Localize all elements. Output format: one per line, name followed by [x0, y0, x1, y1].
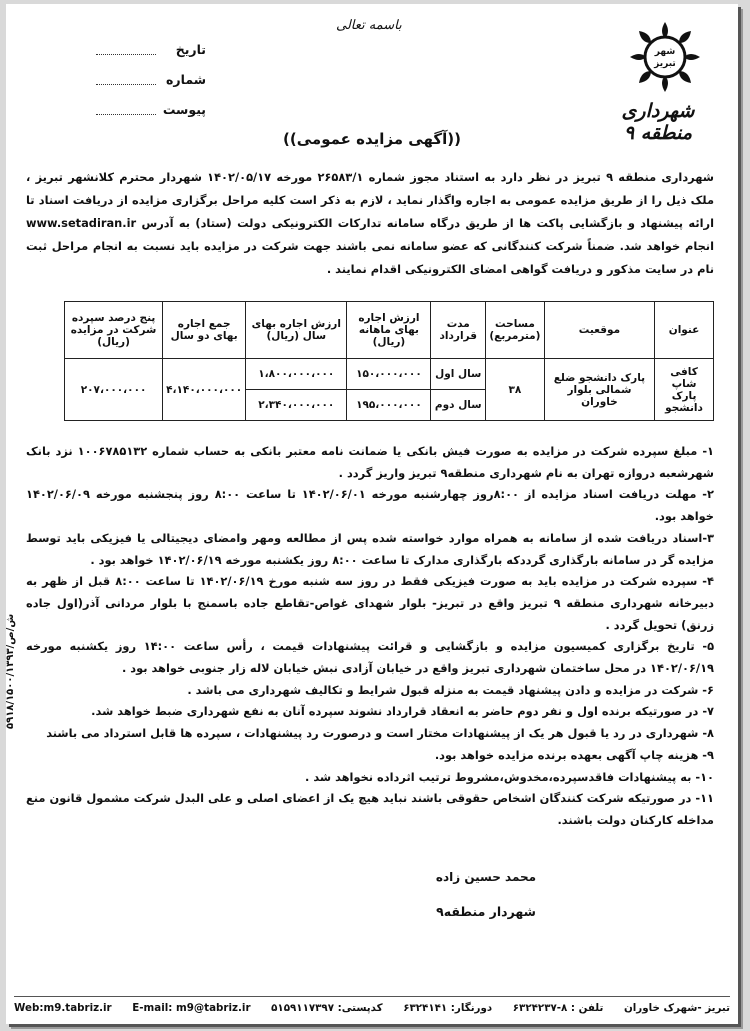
condition-item: ۷- در صورتیکه برنده اول و نفر دوم حاضر به انعقاد قرارداد نشوند سپرده آنان به نفع شهرداری ضبط خواهد شد. [91, 704, 714, 719]
cell-monthly: ۱۵۰،۰۰۰،۰۰۰ [347, 359, 431, 390]
footer-phone: تلفن : ۸-۶۳۲۴۲۳۷ [512, 1002, 604, 1014]
cell-two-year: ۴،۱۴۰،۰۰۰،۰۰۰ [163, 359, 246, 421]
condition-item: ۱۰- به پیشنهادات فاقدسپرده،مخدوش،مشروط ترتیب اثرداده نخواهد شد . [305, 769, 714, 784]
col-title: عنوان [655, 302, 714, 359]
cell-area: ۳۸ [486, 359, 545, 421]
signer-role: شهردار منطقه۹ [436, 904, 536, 919]
table-header-row [65, 302, 714, 359]
col-yearly: ارزش اجاره بهای سال (ریال) [246, 302, 347, 359]
footer-divider [14, 996, 730, 997]
cell-deposit: ۲۰۷،۰۰۰،۰۰۰ [65, 359, 163, 421]
signer-name: محمد حسین زاده [435, 870, 537, 884]
cell-location: پارک دانشجو ضلع شمالی بلوار خاوران [544, 359, 654, 421]
col-monthly: ارزش اجاره بهای ماهانه (ریال) [347, 302, 431, 359]
cell-title: کافی شاپ پارک دانشجو [655, 359, 714, 421]
col-deposit: پنج درصد سپرده شرکت در مزایده (ریال) [65, 302, 163, 359]
cell-monthly: ۱۹۵،۰۰۰،۰۰۰ [347, 390, 431, 421]
footer-address: تبریز -شهرک خاوران [623, 1002, 730, 1014]
bismillah-heading: باسمه تعالی [336, 18, 402, 33]
conditions-list [26, 441, 714, 832]
auction-table [64, 301, 714, 421]
condition-item: ۱۱- در صورتیکه شرکت کنندگان اشخاص حقوقی باشند نباید هیچ یک از اعضای اصلی و علی البدل شرکت مشمول قانون منع مداخله کارکنان دولت باشند. [26, 791, 714, 827]
attachment-field [96, 102, 206, 117]
footer-postal: کدپستی: ۵۱۵۹۱۱۷۳۹۷ [271, 1002, 383, 1014]
notice-title: ((آگهی مزایده عمومی)) [283, 130, 461, 148]
svg-text:شهر: شهر [654, 47, 676, 57]
number-label: شماره [166, 72, 206, 87]
attachment-label: پیوست [162, 102, 206, 117]
cell-yearly: ۱،۸۰۰،۰۰۰،۰۰۰ [246, 359, 347, 390]
condition-item: ۴- سپرده شرکت در مزایده باید به صورت فیزیکی فقط در روز سه شنبه مورخ ۱۴۰۲/۰۶/۱۹ تا ساعت ۸:۰۰ قبل از ظهر به دبیرخانه شهرداری منطقه ۹ تبریز واقع در تبریز- بلوار شهدای غواص-تقاطع جاده باسمنج با بلوار مردانی آذر(اول جاده زرنق) تحویل گردد . [26, 574, 714, 632]
col-period: مدت قرارداد [431, 302, 486, 359]
footer-web: Web:m9.tabriz.ir [14, 1002, 112, 1014]
svg-text:تبریز: تبریز [654, 59, 676, 69]
number-field [96, 72, 206, 87]
notice-page [6, 4, 738, 1024]
side-reference-code: ۵۹۱۸/ش/ص/۱۵۰۰/۱۳۹۳ [5, 613, 16, 729]
cell-period: سال دوم [431, 390, 486, 421]
condition-item: ۵- تاریخ برگزاری کمیسیون مزایده و بازگشایی و قرائت پیشنهادات قیمت ، رأس ساعت ۱۴:۰۰ روز یکشنبه مورخه ۱۴۰۲/۰۶/۱۹ در محل ساختمان شهرداری تبریز واقع در خیابان آزادی نبش خیابان لاله زار جنوبی خواهد بود . [26, 639, 715, 676]
municipality-logo-icon [626, 18, 704, 96]
condition-item: ۶- شرکت در مزایده و دادن پیشنهاد قیمت به منزله قبول شرایط و تکالیف شهرداری می باشد . [187, 682, 714, 697]
cell-yearly: ۲،۳۴۰،۰۰۰،۰۰۰ [246, 390, 347, 421]
table-row [65, 359, 714, 390]
date-field [96, 42, 206, 57]
footer [14, 1002, 730, 1014]
condition-item: ۹- هزینه چاپ آگهی بعهده برنده مزایده خواهد بود. [434, 747, 714, 762]
col-area: مساحت (مترمربع) [486, 302, 545, 359]
condition-item: ۲- مهلت دریافت اسناد مزایده از ۸:۰۰روز چهارشنبه مورخه ۱۴۰۲/۰۶/۰۱ تا ساعت ۸:۰۰ روز پنجشنبه مورخه ۱۴۰۲/۰۶/۰۹ خواهد بود. [26, 487, 714, 524]
cell-period: سال اول [431, 359, 486, 390]
notice-intro: شهرداری منطقه ۹ تبریز در نظر دارد به استناد مجوز شماره ۲۶۵۸۳/۱ مورخه ۱۴۰۲/۰۵/۱۷ شهردار محترم کلانشهر تبریز ، ملک ذیل را از طریق مزایده عمومی به اجاره واگذار نماید ، لازم به ذکر است کلیه مراحل برگزاری مزایده از دریافت اسناد تا ارائه پیشنهاد و بازگشایی پاکت ها از طریق درگاه سامانه تدارکات الکترونیکی دولت (ستاد) به آدرس www.setadiran.ir انجام خواهد شد. ضمناً شرکت کنندگانی که عضو سامانه نمی باشند جهت شرکت در مزایده باید نسبت به انجام مراحل ثبت نام در سایت مذکور و دریافت گواهی امضای الکترونیکی اقدام نمایند . [26, 170, 714, 276]
condition-item: ۳-اسناد دریافت شده از سامانه به همراه موارد خواسته شده پس از مطالعه ومهر وامضای دیجیتالی یا فیزیکی باید توسط مزایده گر در سامانه بارگذاری گرددکه بارگذاری مدارک تا ساعت ۸:۰۰ روز یکشنبه مورخه ۱۴۰۲/۰۶/۱۹ خواهد بود . [26, 530, 714, 567]
municipality-title: شهرداری منطقه ۹ [621, 100, 695, 144]
condition-item: ۸- شهرداری در رد یا قبول هر یک از پیشنهادات مختار است و درصورت رد پیشنهادات ، سپرده ها قابل استرداد می باشند [46, 726, 714, 741]
col-two-year: جمع اجاره بهای دو سال [163, 302, 246, 359]
condition-item: ۱- مبلغ سپرده شرکت در مزایده به صورت فیش بانکی یا ضمانت نامه معتبر بانکی به حساب شماره ۱۰۰۶۷۸۵۱۳۲ نزد بانک شهرشعبه دروازه تهران به نام شهرداری منطقه۹ تبریز واریز گردد . [26, 444, 714, 480]
footer-fax: دورنگار: ۶۳۲۴۱۴۱ [403, 1002, 493, 1014]
col-location: موقعیت [544, 302, 654, 359]
date-label: تاریخ [175, 42, 206, 57]
footer-email: E-mail: m9@tabriz.ir [132, 1002, 251, 1014]
